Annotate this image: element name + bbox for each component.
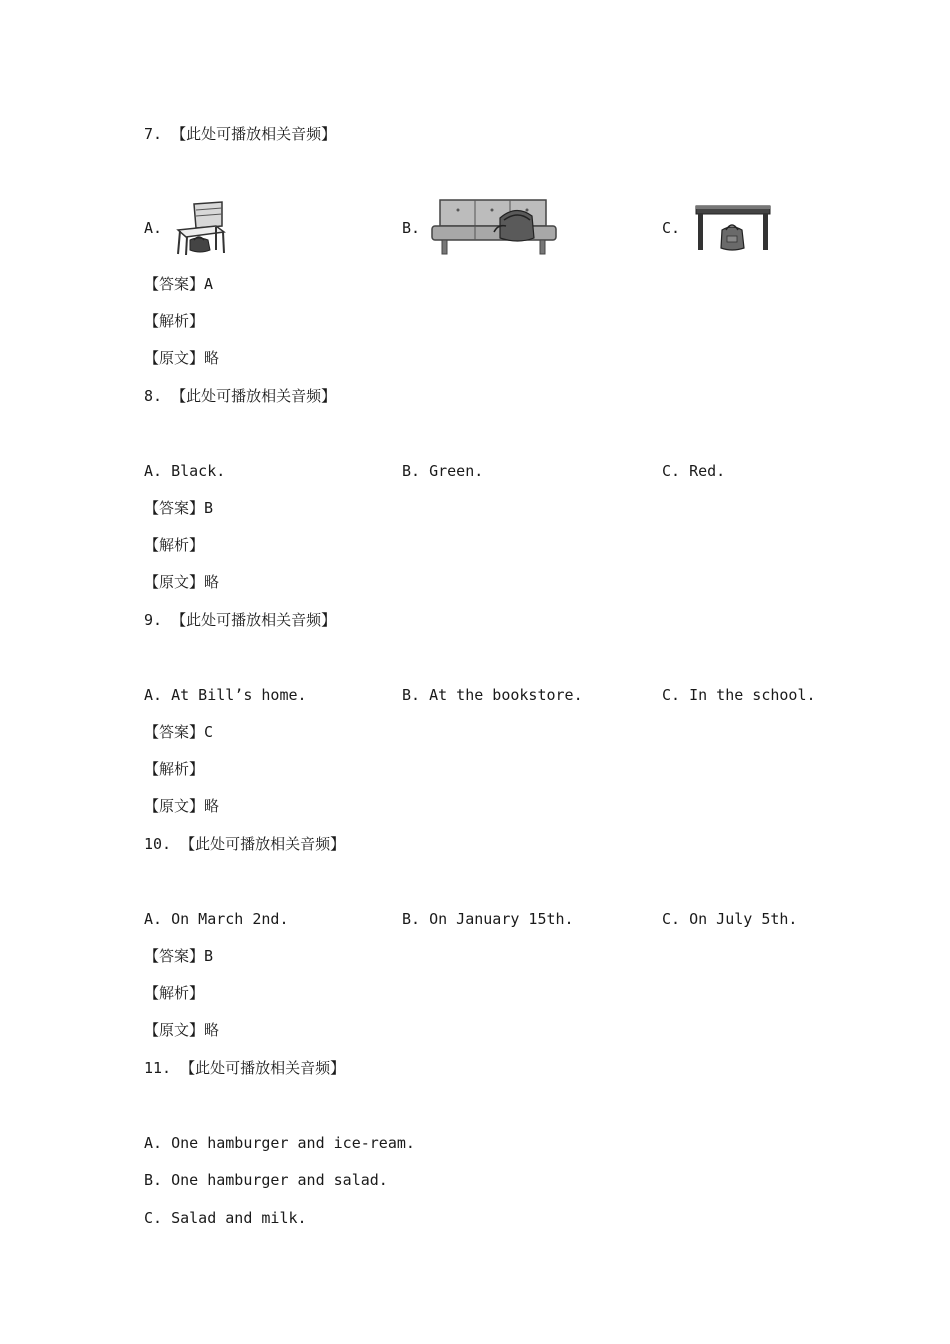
- question-9-option-a: A. At Bill’s home.: [144, 686, 307, 704]
- question-8-answer: 【答案】B: [144, 499, 214, 517]
- question-10-option-a: A. On March 2nd.: [144, 910, 289, 928]
- question-7-option-c-label: C.: [662, 219, 681, 237]
- question-10-analysis: 【解析】: [144, 984, 205, 1002]
- chair-with-bag-icon: [172, 200, 228, 256]
- question-7-stem: 7. 【此处可播放相关音频】: [144, 125, 337, 143]
- question-9-analysis: 【解析】: [144, 760, 205, 778]
- question-10-option-c: C. On July 5th.: [662, 910, 798, 928]
- question-8-stem: 8. 【此处可播放相关音频】: [144, 387, 337, 405]
- question-11-option-c: C. Salad and milk.: [144, 1209, 307, 1227]
- question-7-answer: 【答案】A: [144, 275, 214, 293]
- question-8-option-a: A. Black.: [144, 462, 226, 480]
- question-8-original-text: 【原文】略: [144, 573, 220, 591]
- question-7-option-b-label: B.: [402, 219, 421, 237]
- question-7-option-a-label: A.: [144, 219, 163, 237]
- question-9-option-c: C. In the school.: [662, 686, 816, 704]
- question-10-original-text: 【原文】略: [144, 1021, 220, 1039]
- question-10-answer: 【答案】B: [144, 947, 214, 965]
- question-9-original-text: 【原文】略: [144, 797, 220, 815]
- question-10-option-b: B. On January 15th.: [402, 910, 574, 928]
- question-11-option-a: A. One hamburger and ice-ream.: [144, 1134, 415, 1152]
- question-7-original-text: 【原文】略: [144, 349, 220, 367]
- question-10-stem: 10. 【此处可播放相关音频】: [144, 835, 346, 853]
- question-8-option-c: C. Red.: [662, 462, 726, 480]
- table-with-bag-icon: [694, 204, 772, 252]
- question-11-stem: 11. 【此处可播放相关音频】: [144, 1059, 346, 1077]
- sofa-with-bag-icon: [430, 198, 558, 256]
- question-9-stem: 9. 【此处可播放相关音频】: [144, 611, 337, 629]
- question-9-answer: 【答案】C: [144, 723, 214, 741]
- question-8-analysis: 【解析】: [144, 536, 205, 554]
- question-9-option-b: B. At the bookstore.: [402, 686, 583, 704]
- question-11-option-b: B. One hamburger and salad.: [144, 1171, 388, 1189]
- question-7-analysis: 【解析】: [144, 312, 205, 330]
- question-8-option-b: B. Green.: [402, 462, 484, 480]
